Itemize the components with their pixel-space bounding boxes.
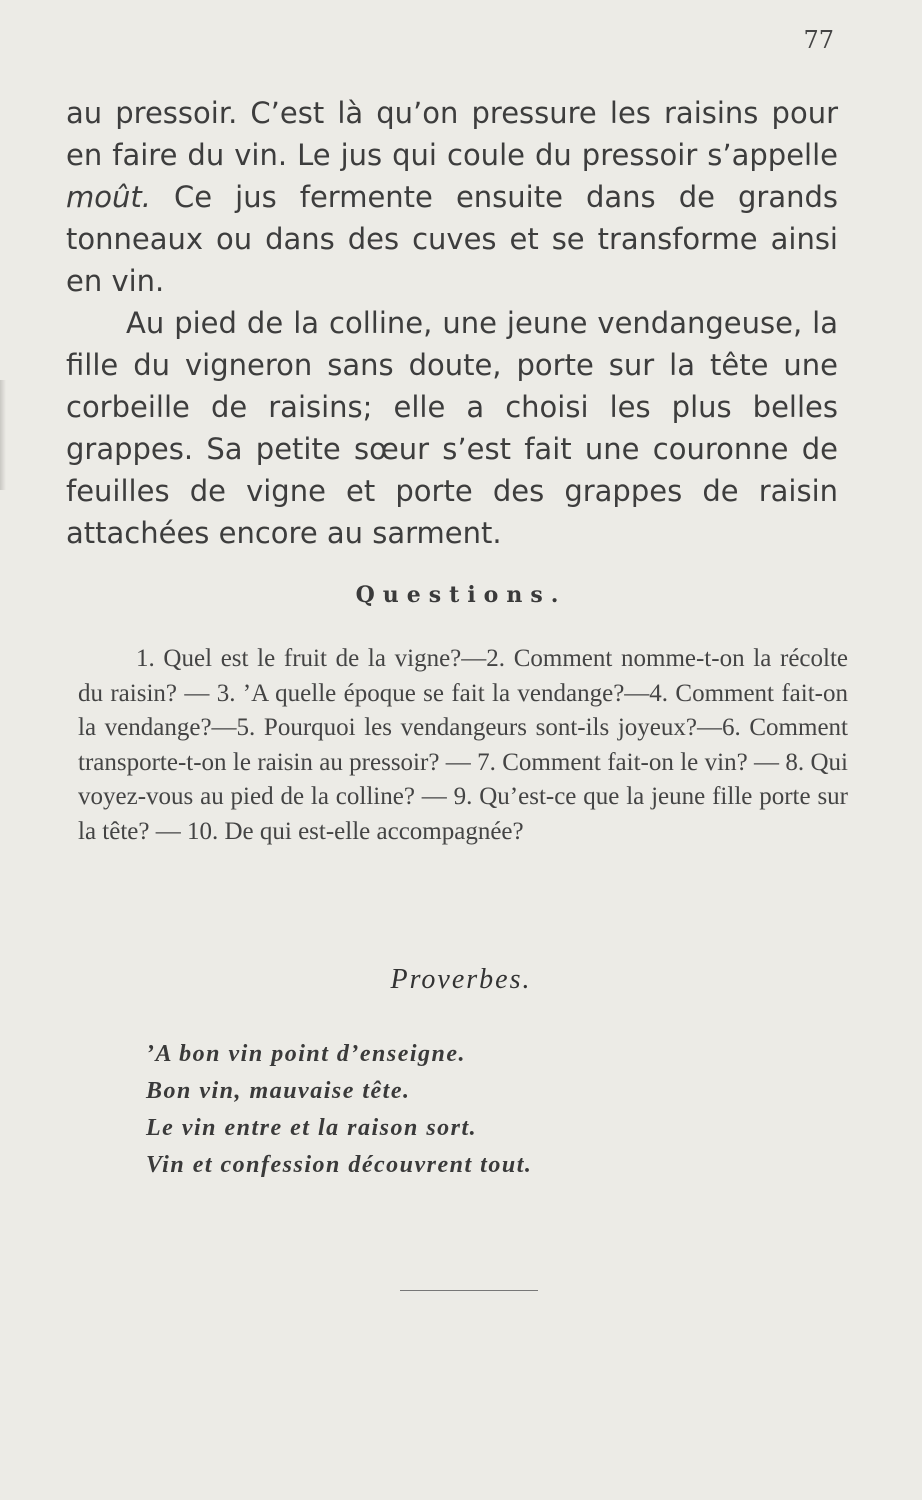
questions-heading: Questions. xyxy=(355,582,567,608)
questions-text: 1. Quel est le fruit de la vigne?—2. Comment nomme-t-on la récolte du raisin? — 3. ’A quelle époque se fait la vendange?—4. Comment fait-on la vendange?—5. Pourquoi les vendangeurs sont-ils joyeux?—6. Comment transporte-t-on le raisin au pressoir? — 7. Comment fait-on le vin? — 8. Qui voyez-vous au pied de la colline? — 9. Qu’est-ce que la jeune fille porte sur la tête? — 10. De qui est-elle accompagnée? xyxy=(78,645,848,845)
paragraph-1-part-1: au pressoir. C’est là qu’on pressure les raisins pour en faire du vin. Le jus qui coule du pressoir s’appelle xyxy=(66,96,838,172)
proverbs-heading: Proverbes. xyxy=(390,964,532,995)
paragraph-1-italic-term: moût. xyxy=(66,180,151,214)
proverb-line: Le vin entre et la raison sort. xyxy=(146,1115,478,1141)
paragraph-2: Au pied de la colline, une jeune vendangeuse, la fille du vigneron sans doute, porte sur la tête une corbeille de raisins; elle a choisi les plus belles grappes. Sa petite sœur s’est fait une couronne de feuilles de vigne et porte des grappes de raisin attachées encore au sarment. xyxy=(66,306,838,550)
proverb-line: ’A bon vin point d’enseigne. xyxy=(146,1041,467,1067)
paragraph-1 xyxy=(66,92,838,302)
proverb-line: Bon vin, mauvaise tête. xyxy=(146,1078,411,1104)
page-edge-shadow xyxy=(0,380,6,490)
proverbs-list xyxy=(146,1036,532,1184)
body-text xyxy=(66,92,838,554)
page-number: 77 xyxy=(803,26,834,54)
proverb-line: Vin et confession découvrent tout. xyxy=(146,1152,533,1178)
end-rule xyxy=(400,1290,538,1291)
paragraph-1-part-2: Ce jus fermente ensuite dans de grands tonneaux ou dans des cuves et se transforme ainsi en vin. xyxy=(66,180,838,298)
